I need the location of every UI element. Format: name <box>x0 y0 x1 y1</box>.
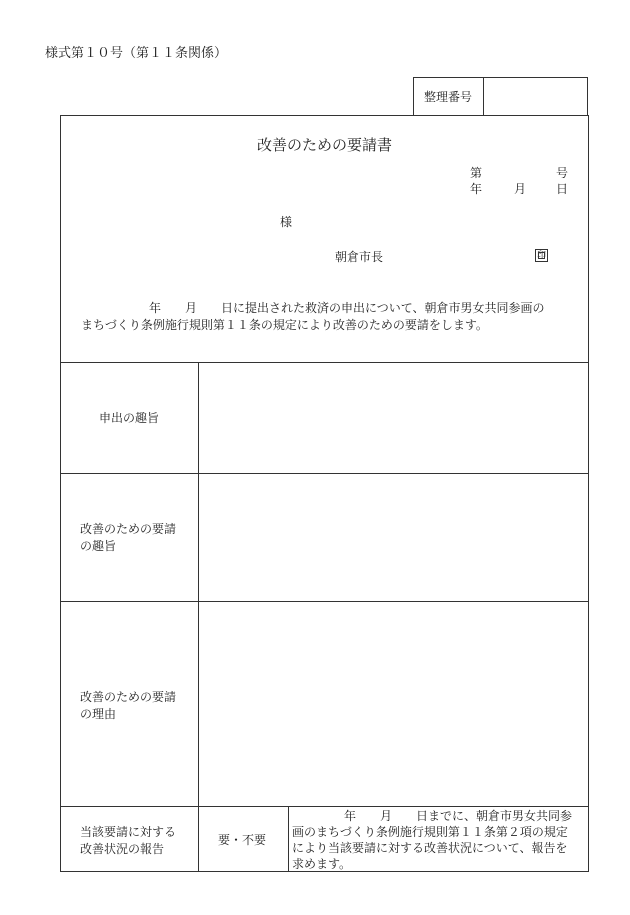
row-report-text-2: 画のまちづくり条例施行規則第１１条第２項の規定 <box>292 825 568 839</box>
row-request-reason-field[interactable] <box>199 602 588 806</box>
row-purpose-label-text: 申出の趣旨 <box>98 410 159 425</box>
body-line-2: まちづくり条例施行規則第１１条の規定により改善のための要請をします。 <box>81 318 488 332</box>
document-title: 改善のための要請書 <box>256 136 392 154</box>
row-report-text-4: 求めます。 <box>292 857 352 871</box>
date-day: 日 <box>556 182 569 196</box>
number-go: 号 <box>556 166 569 180</box>
row-report-text-1: 年 月 日までに、朝倉市男女共同参 <box>344 809 573 823</box>
row-request-purpose-field[interactable] <box>199 474 588 601</box>
form-number-label: 様式第１０号（第１１条関係） <box>45 46 228 61</box>
row-report-text-3: により当該要請に対する改善状況について、報告を <box>292 841 568 855</box>
reference-number-label: 整理番号 <box>413 77 484 115</box>
row-request-purpose-label-2: の趣旨 <box>80 539 117 553</box>
row-purpose-field[interactable] <box>199 363 588 473</box>
row-report-label-2: 改善状況の報告 <box>80 842 165 856</box>
reference-number-field[interactable] <box>485 77 588 115</box>
date-year: 年 <box>470 182 483 196</box>
row-report-need-option[interactable]: 要・不要 <box>218 833 267 847</box>
seal-mark: 印 <box>536 251 546 261</box>
row-request-purpose-label-1: 改善のための要請 <box>80 522 177 536</box>
row-divider-3 <box>60 806 589 807</box>
row-request-reason-label-2: の理由 <box>80 707 117 721</box>
row-request-reason-label-1: 改善のための要請 <box>80 690 177 704</box>
number-dai: 第 <box>470 166 483 180</box>
row-report-label-1: 当該要請に対する <box>80 825 177 839</box>
row4-need-divider <box>288 806 289 872</box>
body-line-1: 年 月 日に提出された救済の申出について、朝倉市男女共同参画の <box>149 301 545 315</box>
addressee-suffix: 様 <box>280 215 293 229</box>
date-month: 月 <box>514 182 527 196</box>
row-purpose-label <box>60 362 198 473</box>
sender-name: 朝倉市長 <box>335 250 384 264</box>
